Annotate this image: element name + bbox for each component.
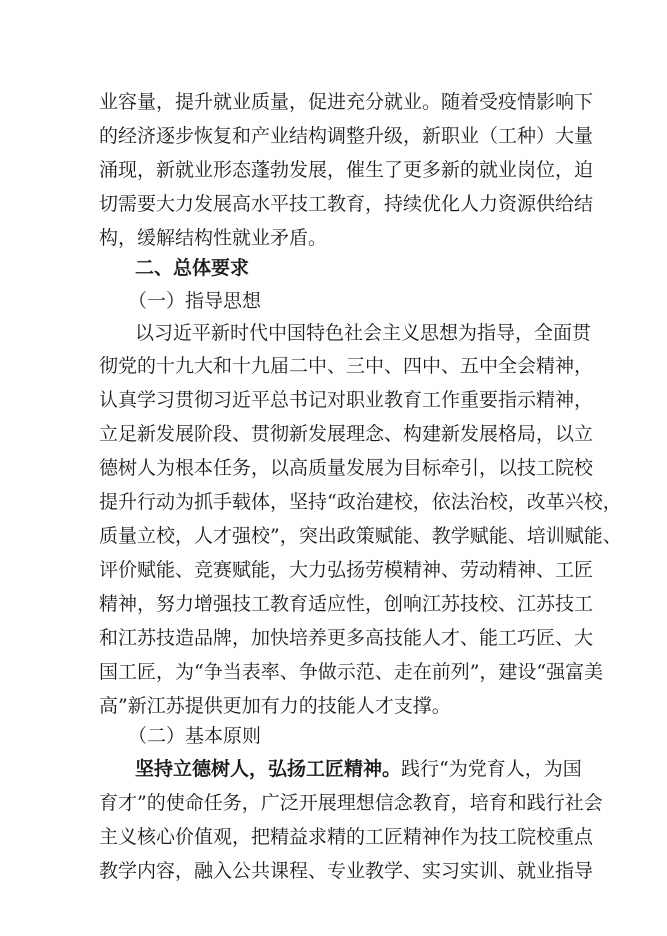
paragraph-line: 国工匠，为“争当表率、争做示范、走在前列”，建设“强富美 [99, 661, 604, 683]
paragraph-line: 教学内容，融入公共课程、专业教学、实习实训、就业指导 [99, 860, 594, 882]
paragraph-line: 业容量，提升就业质量，促进充分就业。随着受疫情影响下 [99, 91, 594, 113]
section-heading: 二、总体要求 [135, 257, 250, 279]
paragraph-line: 的经济逐步恢复和产业结构调整升级，新职业（工种）大量 [99, 125, 594, 147]
paragraph-line: 和江苏技造品牌，加快培养更多高技能人才、能工巧匠、大 [99, 627, 594, 649]
bold-lead-text: 坚持立德树人，弘扬工匠精神。 [135, 758, 402, 780]
paragraph-line: 彻党的十九大和十九届二中、三中、四中、五中全会精神， [99, 355, 594, 377]
paragraph-line: 德树人为根本任务，以高质量发展为目标牵引，以技工院校 [99, 457, 594, 479]
paragraph-line: 立足新发展阶段、贯彻新发展理念、构建新发展格局，以立 [99, 423, 594, 445]
lead-line-rest: 践行“为党育人，为国 [401, 758, 582, 780]
paragraph-line: 切需要大力发展高水平技工教育，持续优化人力资源供给结 [99, 193, 594, 215]
paragraph-line: 育才”的使命任务，广泛开展理想信念教育，培育和践行社会 [99, 792, 603, 814]
paragraph-line: 高”新江苏提供更加有力的技能人才支撑。 [99, 695, 451, 717]
paragraph-line: 质量立校，人才强校”，突出政策赋能、教学赋能、培训赋能、 [99, 525, 622, 547]
paragraph-line: 构，缓解结构性就业矛盾。 [99, 227, 328, 249]
paragraph-line: 涌现，新就业形态蓬勃发展，催生了更多新的就业岗位，迫 [99, 159, 594, 181]
paragraph-line [135, 753, 582, 785]
paragraph-line: 主义核心价值观，把精益求精的工匠精神作为技工院校重点 [99, 826, 594, 848]
paragraph-line: 提升行动为抓手载体，坚持“政治建校，依法治校，改革兴校， [99, 491, 622, 513]
subsection-heading: （一）指导思想 [128, 290, 262, 312]
paragraph-line: 精神，努力增强技工教育适应性，创响江苏技校、江苏技工 [99, 593, 594, 615]
subsection-heading: （二）基本原则 [128, 725, 262, 747]
paragraph-line: 认真学习贯彻习近平总书记对职业教育工作重要指示精神， [99, 389, 594, 411]
paragraph-line: 评价赋能、竞赛赋能，大力弘扬劳模精神、劳动精神、工匠 [99, 559, 594, 581]
paragraph-line: 以习近平新时代中国特色社会主义思想为指导，全面贯 [135, 322, 592, 344]
